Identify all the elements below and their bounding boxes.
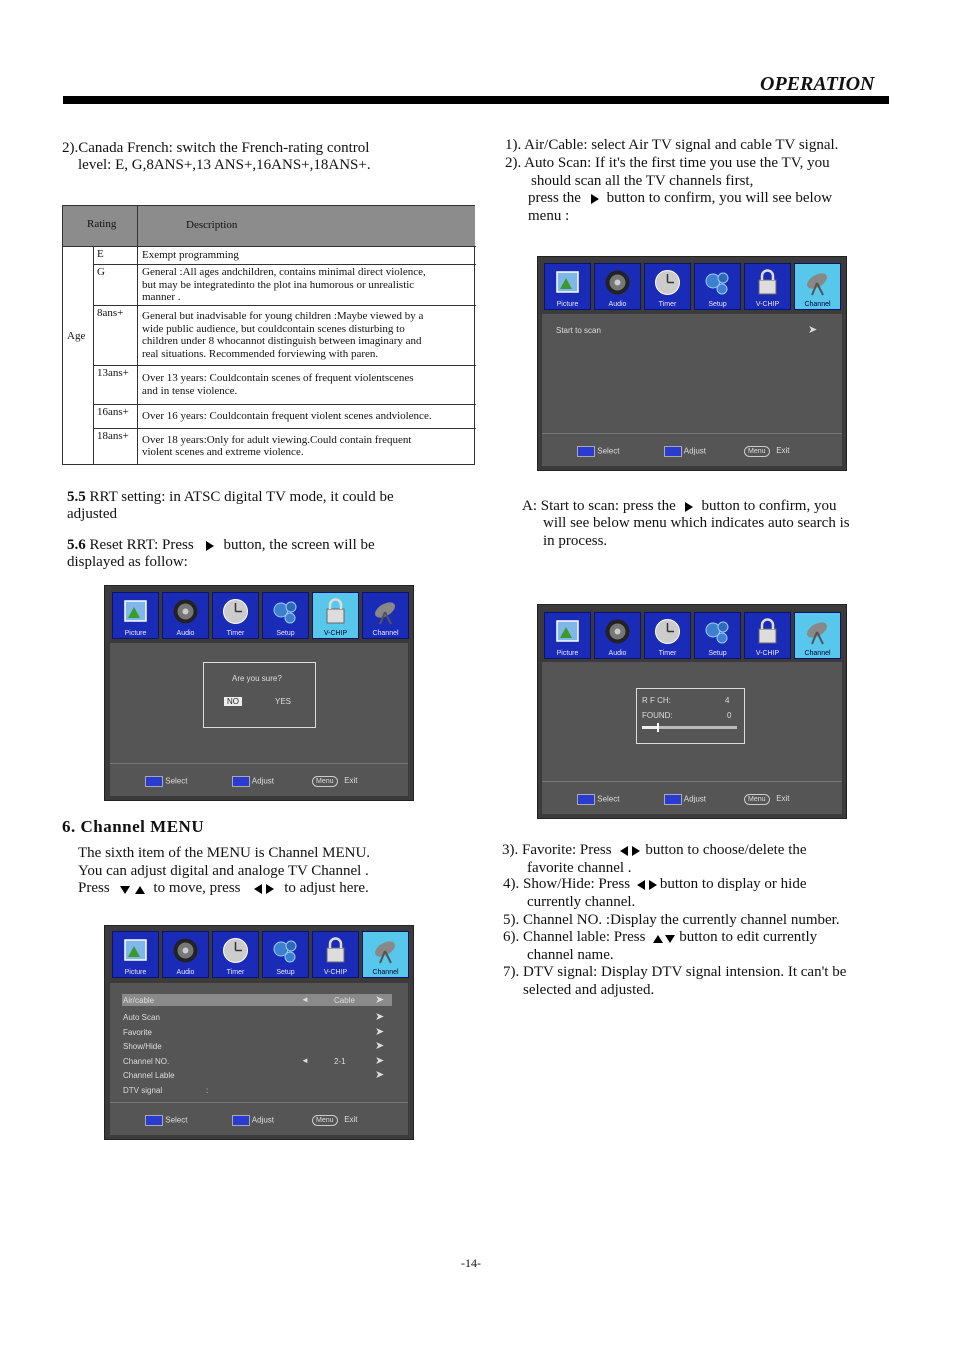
menu-tab-label: V-CHIP: [323, 630, 348, 637]
select-nav-icon: [145, 776, 163, 787]
select-nav-icon: [577, 794, 595, 805]
select-hint: [145, 776, 187, 787]
section-5-6-pre: Reset RRT: Press: [85, 537, 194, 553]
timer-icon[interactable]: [644, 612, 691, 659]
picture-icon[interactable]: [112, 592, 159, 639]
select-nav-icon: [577, 446, 595, 457]
canada-line-1: 2).Canada French: switch the French-rating control: [62, 140, 370, 156]
rating-description-line: General :All ages andchildren, contains minimal direct violence,: [142, 266, 426, 278]
exit-label: Exit: [776, 446, 790, 455]
air-cable-value: Cable: [334, 996, 355, 1005]
channel-icon[interactable]: [362, 931, 409, 978]
adjust-nav-icon: [232, 776, 250, 787]
header-rule: [63, 96, 889, 104]
left-arrow-icon[interactable]: ◄: [301, 995, 309, 1004]
select-hint: [577, 794, 619, 805]
channel-line-3-a: Press: [78, 880, 110, 896]
rating-description-line: Over 13 years: Couldcontain scenes of frequent violentscenes: [142, 372, 414, 384]
menu-tab-label: V-CHIP: [323, 969, 348, 976]
item-channel-lable-a: 6). Channel lable: Press: [503, 929, 646, 945]
channel-menu-item[interactable]: Air/cable: [123, 996, 155, 1005]
menu-footer: [542, 433, 842, 466]
adjust-label: Adjust: [683, 446, 707, 456]
menu-tab-label: Timer: [226, 969, 245, 976]
confirm-dialog: [203, 662, 316, 728]
left-right-triangles-icon: [634, 879, 660, 891]
v-chip-icon[interactable]: [744, 263, 791, 310]
right-arrow-icon[interactable]: ➤: [375, 1026, 385, 1038]
channel-menu-screen: [104, 925, 414, 1140]
menu-tab-label: Picture: [124, 630, 147, 637]
menu-tab-label: Picture: [556, 301, 579, 308]
item-show-hide-line-2: currently channel.: [527, 894, 636, 910]
select-nav-icon: [145, 1115, 163, 1126]
audio-icon-glyph: [172, 598, 199, 625]
v-chip-icon-glyph: [322, 937, 349, 964]
rating-description-line: wide public audience, but couldcontain scenes disturbing to: [142, 322, 405, 335]
select-hint: [577, 446, 619, 457]
rating-description-line: but may be integratedinto the plot ina humorous or unrealistic: [142, 278, 415, 291]
exit-hint: [744, 794, 790, 805]
menu-tab-label: Setup: [708, 650, 727, 657]
menu-tab-label: Audio: [608, 301, 627, 308]
timer-icon-glyph: [222, 598, 249, 625]
menu-key[interactable]: Menu: [312, 1115, 338, 1126]
channel-line-2: You can adjust digital and analoge TV Channel .: [78, 863, 369, 879]
rating-description-line: Over 18 years:Only for adult viewing.Could contain frequent: [142, 433, 412, 446]
item-favorite-line-2: favorite channel .: [527, 860, 632, 876]
menu-tab-label: Timer: [226, 630, 245, 637]
right-line-5: menu :: [528, 208, 570, 224]
exit-hint: [744, 446, 790, 457]
audio-icon[interactable]: [594, 263, 641, 310]
item-dtv-signal: 7). DTV signal: Display DTV signal intension. It can't be: [503, 964, 847, 980]
rating-description-line: Exempt programming: [142, 248, 239, 261]
progress-track: [642, 726, 737, 729]
left-arrow-icon[interactable]: ◄: [301, 1056, 309, 1065]
right-arrow-icon[interactable]: ➤: [375, 1011, 385, 1023]
v-chip-icon[interactable]: [312, 931, 359, 978]
rating-code: 18ans+: [97, 430, 129, 442]
timer-icon[interactable]: [212, 592, 259, 639]
menu-tab-label: Channel: [372, 630, 399, 637]
rating-description-line: violent scenes and extreme violence.: [142, 446, 304, 458]
menu-key[interactable]: Menu: [744, 794, 770, 805]
setup-icon-glyph: [704, 269, 731, 296]
select-label: Select: [165, 776, 188, 786]
item-favorite: [502, 842, 807, 860]
scan-progress-dialog: [636, 688, 745, 744]
found-label: FOUND:: [642, 711, 673, 720]
menu-key[interactable]: Menu: [312, 776, 338, 787]
rating-code: 16ans+: [97, 406, 129, 418]
audio-icon[interactable]: [594, 612, 641, 659]
v-chip-icon[interactable]: [312, 592, 359, 639]
item-show-hide-b: button to display or hide: [659, 876, 807, 892]
adjust-nav-icon: [664, 446, 682, 457]
menu-body: [110, 643, 408, 796]
section-5-5: [67, 489, 394, 507]
picture-icon[interactable]: [544, 263, 591, 310]
adjust-hint: [664, 794, 706, 805]
section-5-6: [67, 537, 375, 555]
auto-scan-screen: [537, 256, 847, 471]
rating-code: E: [97, 248, 104, 260]
right-arrow-icon[interactable]: ➤: [375, 994, 385, 1006]
channel-icon-glyph: [372, 598, 399, 625]
picture-icon[interactable]: [544, 612, 591, 659]
adjust-hint: [664, 446, 706, 457]
scan-note-line-3: in process.: [543, 533, 608, 549]
menu-tab-label: Channel: [804, 650, 831, 657]
menu-icon-row: [544, 263, 841, 310]
timer-icon-glyph: [222, 937, 249, 964]
picture-icon-glyph: [554, 269, 581, 296]
right-line-2: 2). Auto Scan: If it's the first time you use the TV, you: [505, 155, 830, 171]
menu-tab-label: V-CHIP: [755, 650, 780, 657]
right-line-4-b: button to confirm, you will see below: [606, 190, 833, 206]
progress-knob: [657, 723, 659, 732]
right-line-1: 1). Air/Cable: select Air TV signal and cable TV signal.: [505, 137, 839, 153]
exit-hint: [312, 1115, 358, 1126]
channel-menu-item[interactable]: Show/Hide: [123, 1042, 162, 1051]
channel-menu-item[interactable]: Channel NO.: [123, 1057, 170, 1066]
rating-description-line: manner .: [142, 291, 181, 303]
audio-icon-glyph: [604, 618, 631, 645]
item-channel-lable-line-2: channel name.: [527, 947, 614, 963]
item-favorite-a: 3). Favorite: Press: [502, 842, 612, 858]
select-label: Select: [165, 1115, 188, 1125]
right-line-4-a: press the: [528, 190, 581, 206]
exit-hint: [312, 776, 358, 787]
right-line-3: should scan all the TV channels first,: [531, 173, 754, 189]
channel-menu-item[interactable]: Auto Scan: [123, 1013, 160, 1022]
section-5-5-text: RRT setting: in ATSC digital TV mode, it could be: [85, 489, 394, 505]
menu-footer: [110, 763, 408, 796]
adjust-label: Adjust: [251, 1115, 275, 1125]
page-number: -14-: [461, 1256, 481, 1270]
rf-ch-value: 4: [725, 696, 730, 705]
select-label: Select: [597, 794, 620, 804]
section-5-5-number: 5.5: [67, 489, 86, 505]
rating-description-line: real situations. Recommended forviewing with paren.: [142, 347, 379, 360]
picture-icon-glyph: [122, 598, 149, 625]
menu-tab-label: Audio: [176, 969, 195, 976]
timer-icon-glyph: [654, 618, 681, 645]
menu-key[interactable]: Menu: [744, 446, 770, 457]
channel-menu-item[interactable]: Favorite: [123, 1028, 152, 1037]
rating-code: G: [97, 266, 105, 278]
menu-tab-label: Setup: [276, 969, 295, 976]
v-chip-icon-glyph: [322, 598, 349, 625]
yes-button[interactable]: YES: [275, 697, 292, 706]
exit-label: Exit: [776, 794, 790, 803]
item-channel-no: 5). Channel NO. :Display the currently channel number.: [503, 912, 840, 928]
item-show-hide-a: 4). Show/Hide: Press: [503, 876, 631, 892]
menu-body: [542, 662, 842, 814]
menu-tab-label: Picture: [556, 650, 579, 657]
channel-icon-glyph: [372, 937, 399, 964]
item-dtv-signal-line-2: selected and adjusted.: [523, 982, 655, 998]
setup-icon-glyph: [704, 618, 731, 645]
right-arrow-icon[interactable]: ➤: [375, 1040, 385, 1052]
section-5-5-line-2: adjusted: [67, 506, 117, 522]
timer-icon[interactable]: [212, 931, 259, 978]
left-right-triangles-icon: [615, 845, 645, 857]
menu-icon-row: [544, 612, 841, 659]
menu-footer: [110, 1102, 408, 1135]
found-value: 0: [727, 711, 732, 720]
adjust-nav-icon: [664, 794, 682, 805]
rating-code: 13ans+: [97, 367, 129, 379]
channel-line-3: [78, 880, 369, 898]
start-to-scan-label[interactable]: Start to scan: [556, 326, 601, 335]
menu-tab-label: Channel: [804, 301, 831, 308]
rating-header-desc: Description: [186, 219, 238, 231]
channel-icon[interactable]: [794, 263, 841, 310]
channel-menu-heading: 6. Channel MENU: [62, 817, 205, 836]
section-5-6-post: button, the screen will be: [223, 537, 375, 553]
menu-tab-label: Setup: [708, 301, 727, 308]
down-up-triangles-icon: [113, 883, 153, 895]
right-arrow-icon[interactable]: ➤: [375, 1055, 385, 1067]
right-triangle-icon: [679, 501, 701, 513]
menu-tab-label: Channel: [372, 969, 399, 976]
adjust-hint: [232, 776, 274, 787]
rating-description-line: Over 16 years: Couldcontain frequent violent scenes andviolence.: [142, 409, 432, 422]
timer-icon[interactable]: [644, 263, 691, 310]
menu-tab-label: Audio: [608, 650, 627, 657]
timer-icon-glyph: [654, 269, 681, 296]
canada-line-2: level: E, G,8ANS+,13 ANS+,16ANS+,18ANS+.: [78, 157, 371, 173]
menu-icon-row: [112, 931, 409, 978]
menu-body: [542, 314, 842, 466]
item-show-hide: [503, 876, 807, 894]
right-arrow-icon[interactable]: ➤: [375, 1069, 385, 1081]
section-5-6-line-2: displayed as follow:: [67, 554, 188, 570]
menu-tab-label: V-CHIP: [755, 301, 780, 308]
menu-tab-label: Timer: [658, 301, 677, 308]
setup-icon[interactable]: [262, 592, 309, 639]
audio-icon[interactable]: [162, 931, 209, 978]
channel-icon[interactable]: [794, 612, 841, 659]
right-arrow-icon[interactable]: ➤: [808, 324, 818, 336]
right-triangle-icon: [585, 193, 607, 205]
channel-line-3-b: to move, press: [153, 880, 241, 896]
select-label: Select: [597, 446, 620, 456]
channel-icon-glyph: [804, 269, 831, 296]
item-channel-lable-b: button to edit currently: [679, 929, 818, 945]
channel-line-3-c: to adjust here.: [284, 880, 369, 896]
channel-icon[interactable]: [362, 592, 409, 639]
picture-icon-glyph: [122, 937, 149, 964]
picture-icon[interactable]: [112, 931, 159, 978]
audio-icon-glyph: [172, 937, 199, 964]
rating-code: 8ans+: [97, 307, 124, 319]
channel-no-value: 2-1: [334, 1057, 346, 1066]
audio-icon-glyph: [604, 269, 631, 296]
scan-note-line-2: will see below menu which indicates auto search is: [543, 515, 850, 531]
reset-rrt-screen: [104, 585, 414, 801]
progress-fill: [642, 726, 657, 729]
rating-group-age: Age: [67, 330, 86, 342]
rating-header-rating: Rating: [87, 218, 117, 230]
setup-icon[interactable]: [694, 263, 741, 310]
exit-label: Exit: [344, 1115, 358, 1124]
menu-footer: [542, 781, 842, 814]
picture-icon-glyph: [554, 618, 581, 645]
rating-table: [62, 205, 475, 465]
rating-description-line: and in tense violence.: [142, 384, 238, 397]
v-chip-icon-glyph: [754, 618, 781, 645]
scan-note-line-1: [522, 498, 836, 516]
dtv-signal-colon: :: [206, 1086, 209, 1095]
right-line-4: [528, 190, 832, 208]
up-down-triangles-icon: [649, 932, 679, 944]
rf-ch-label: R F CH:: [642, 696, 671, 705]
scan-note-b: button to confirm, you: [701, 498, 837, 514]
channel-menu-item[interactable]: Channel Lable: [123, 1071, 175, 1080]
menu-tab-label: Picture: [124, 969, 147, 976]
confirm-question: Are you sure?: [232, 674, 282, 683]
audio-icon[interactable]: [162, 592, 209, 639]
setup-icon-glyph: [272, 598, 299, 625]
menu-tab-label: Audio: [176, 630, 195, 637]
item-channel-lable: [503, 929, 817, 947]
v-chip-icon[interactable]: [744, 612, 791, 659]
menu-tab-label: Timer: [658, 650, 677, 657]
exit-label: Exit: [344, 776, 358, 785]
no-button[interactable]: NO: [224, 697, 242, 706]
rating-description-line: children under 8 whocannot distinguish between imaginary and: [142, 335, 422, 347]
menu-icon-row: [112, 592, 409, 639]
setup-icon[interactable]: [262, 931, 309, 978]
left-right-triangles-icon: [244, 883, 284, 895]
header-title: OPERATION: [760, 73, 875, 95]
menu-body: [110, 983, 408, 1135]
adjust-hint: [232, 1115, 274, 1126]
adjust-label: Adjust: [251, 776, 275, 786]
scan-note-a: A: Start to scan: press the: [522, 498, 676, 514]
channel-menu-item[interactable]: DTV signal: [123, 1086, 163, 1095]
channel-line-1: The sixth item of the MENU is Channel MENU.: [78, 845, 371, 861]
scan-progress-screen: [537, 604, 847, 819]
item-favorite-b: button to choose/delete the: [645, 842, 807, 858]
setup-icon[interactable]: [694, 612, 741, 659]
section-5-6-number: 5.6: [67, 537, 86, 553]
v-chip-icon-glyph: [754, 269, 781, 296]
rating-description-line: General but inadvisable for young children :Maybe viewed by a: [142, 310, 424, 322]
adjust-label: Adjust: [683, 794, 707, 804]
right-triangle-icon: [197, 540, 223, 552]
setup-icon-glyph: [272, 937, 299, 964]
select-hint: [145, 1115, 187, 1126]
adjust-nav-icon: [232, 1115, 250, 1126]
channel-icon-glyph: [804, 618, 831, 645]
menu-tab-label: Setup: [276, 630, 295, 637]
